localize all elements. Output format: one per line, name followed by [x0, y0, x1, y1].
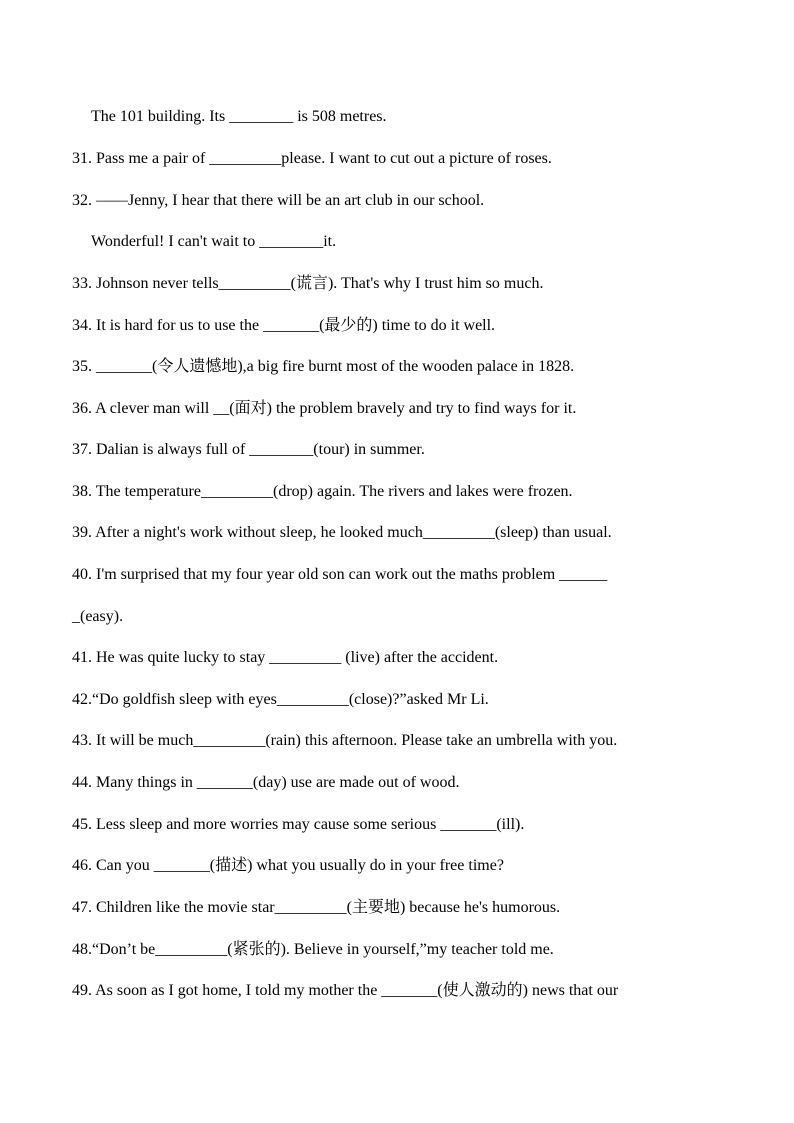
question-39: 39. After a night's work without sleep, he looked much_________(sleep) than usual.	[72, 524, 612, 541]
question-31: 31. Pass me a pair of _________please. I want to cut out a picture of roses.	[72, 150, 552, 167]
question-41: 41. He was quite lucky to stay _________ (live) after the accident.	[72, 649, 499, 666]
text-line: The 101 building. Its ________ is 508 metres.	[91, 108, 387, 125]
question-32: 32. ——Jenny, I hear that there will be an art club in our school.	[72, 192, 485, 209]
question-43: 43. It will be much_________(rain) this afternoon. Please take an umbrella with you.	[72, 732, 618, 749]
question-49: 49. As soon as I got home, I told my mother the _______(使人激动的) news that our	[72, 982, 619, 999]
question-45: 45. Less sleep and more worries may cause some serious _______(ill).	[72, 816, 525, 833]
question-34: 34. It is hard for us to use the _______(最少的) time to do it well.	[72, 317, 496, 334]
question-46: 46. Can you _______(描述) what you usually do in your free time?	[72, 857, 504, 874]
question-37: 37. Dalian is always full of ________(tour) in summer.	[72, 441, 425, 458]
question-47: 47. Children like the movie star_________(主要地) because he's humorous.	[72, 899, 561, 916]
question-35: 35. _______(令人遗憾地),a big fire burnt most of the wooden palace in 1828.	[72, 358, 575, 375]
question-42: 42.“Do goldfish sleep with eyes_________(close)?”asked Mr Li.	[72, 691, 489, 708]
question-38: 38. The temperature_________(drop) again. The rivers and lakes were frozen.	[72, 483, 573, 500]
question-40: 40. I'm surprised that my four year old son can work out the maths problem ______	[72, 566, 608, 583]
text-line: Wonderful! I can't wait to ________it.	[91, 233, 337, 250]
question-33: 33. Johnson never tells_________(谎言). That's why I trust him so much.	[72, 275, 544, 292]
question-44: 44. Many things in _______(day) use are made out of wood.	[72, 774, 460, 791]
question-48: 48.“Don’t be_________(紧张的). Believe in yourself,”my teacher told me.	[72, 941, 554, 958]
question-36: 36. A clever man will __(面对) the problem bravely and try to find ways for it.	[72, 400, 577, 417]
text-line: _(easy).	[72, 608, 124, 625]
